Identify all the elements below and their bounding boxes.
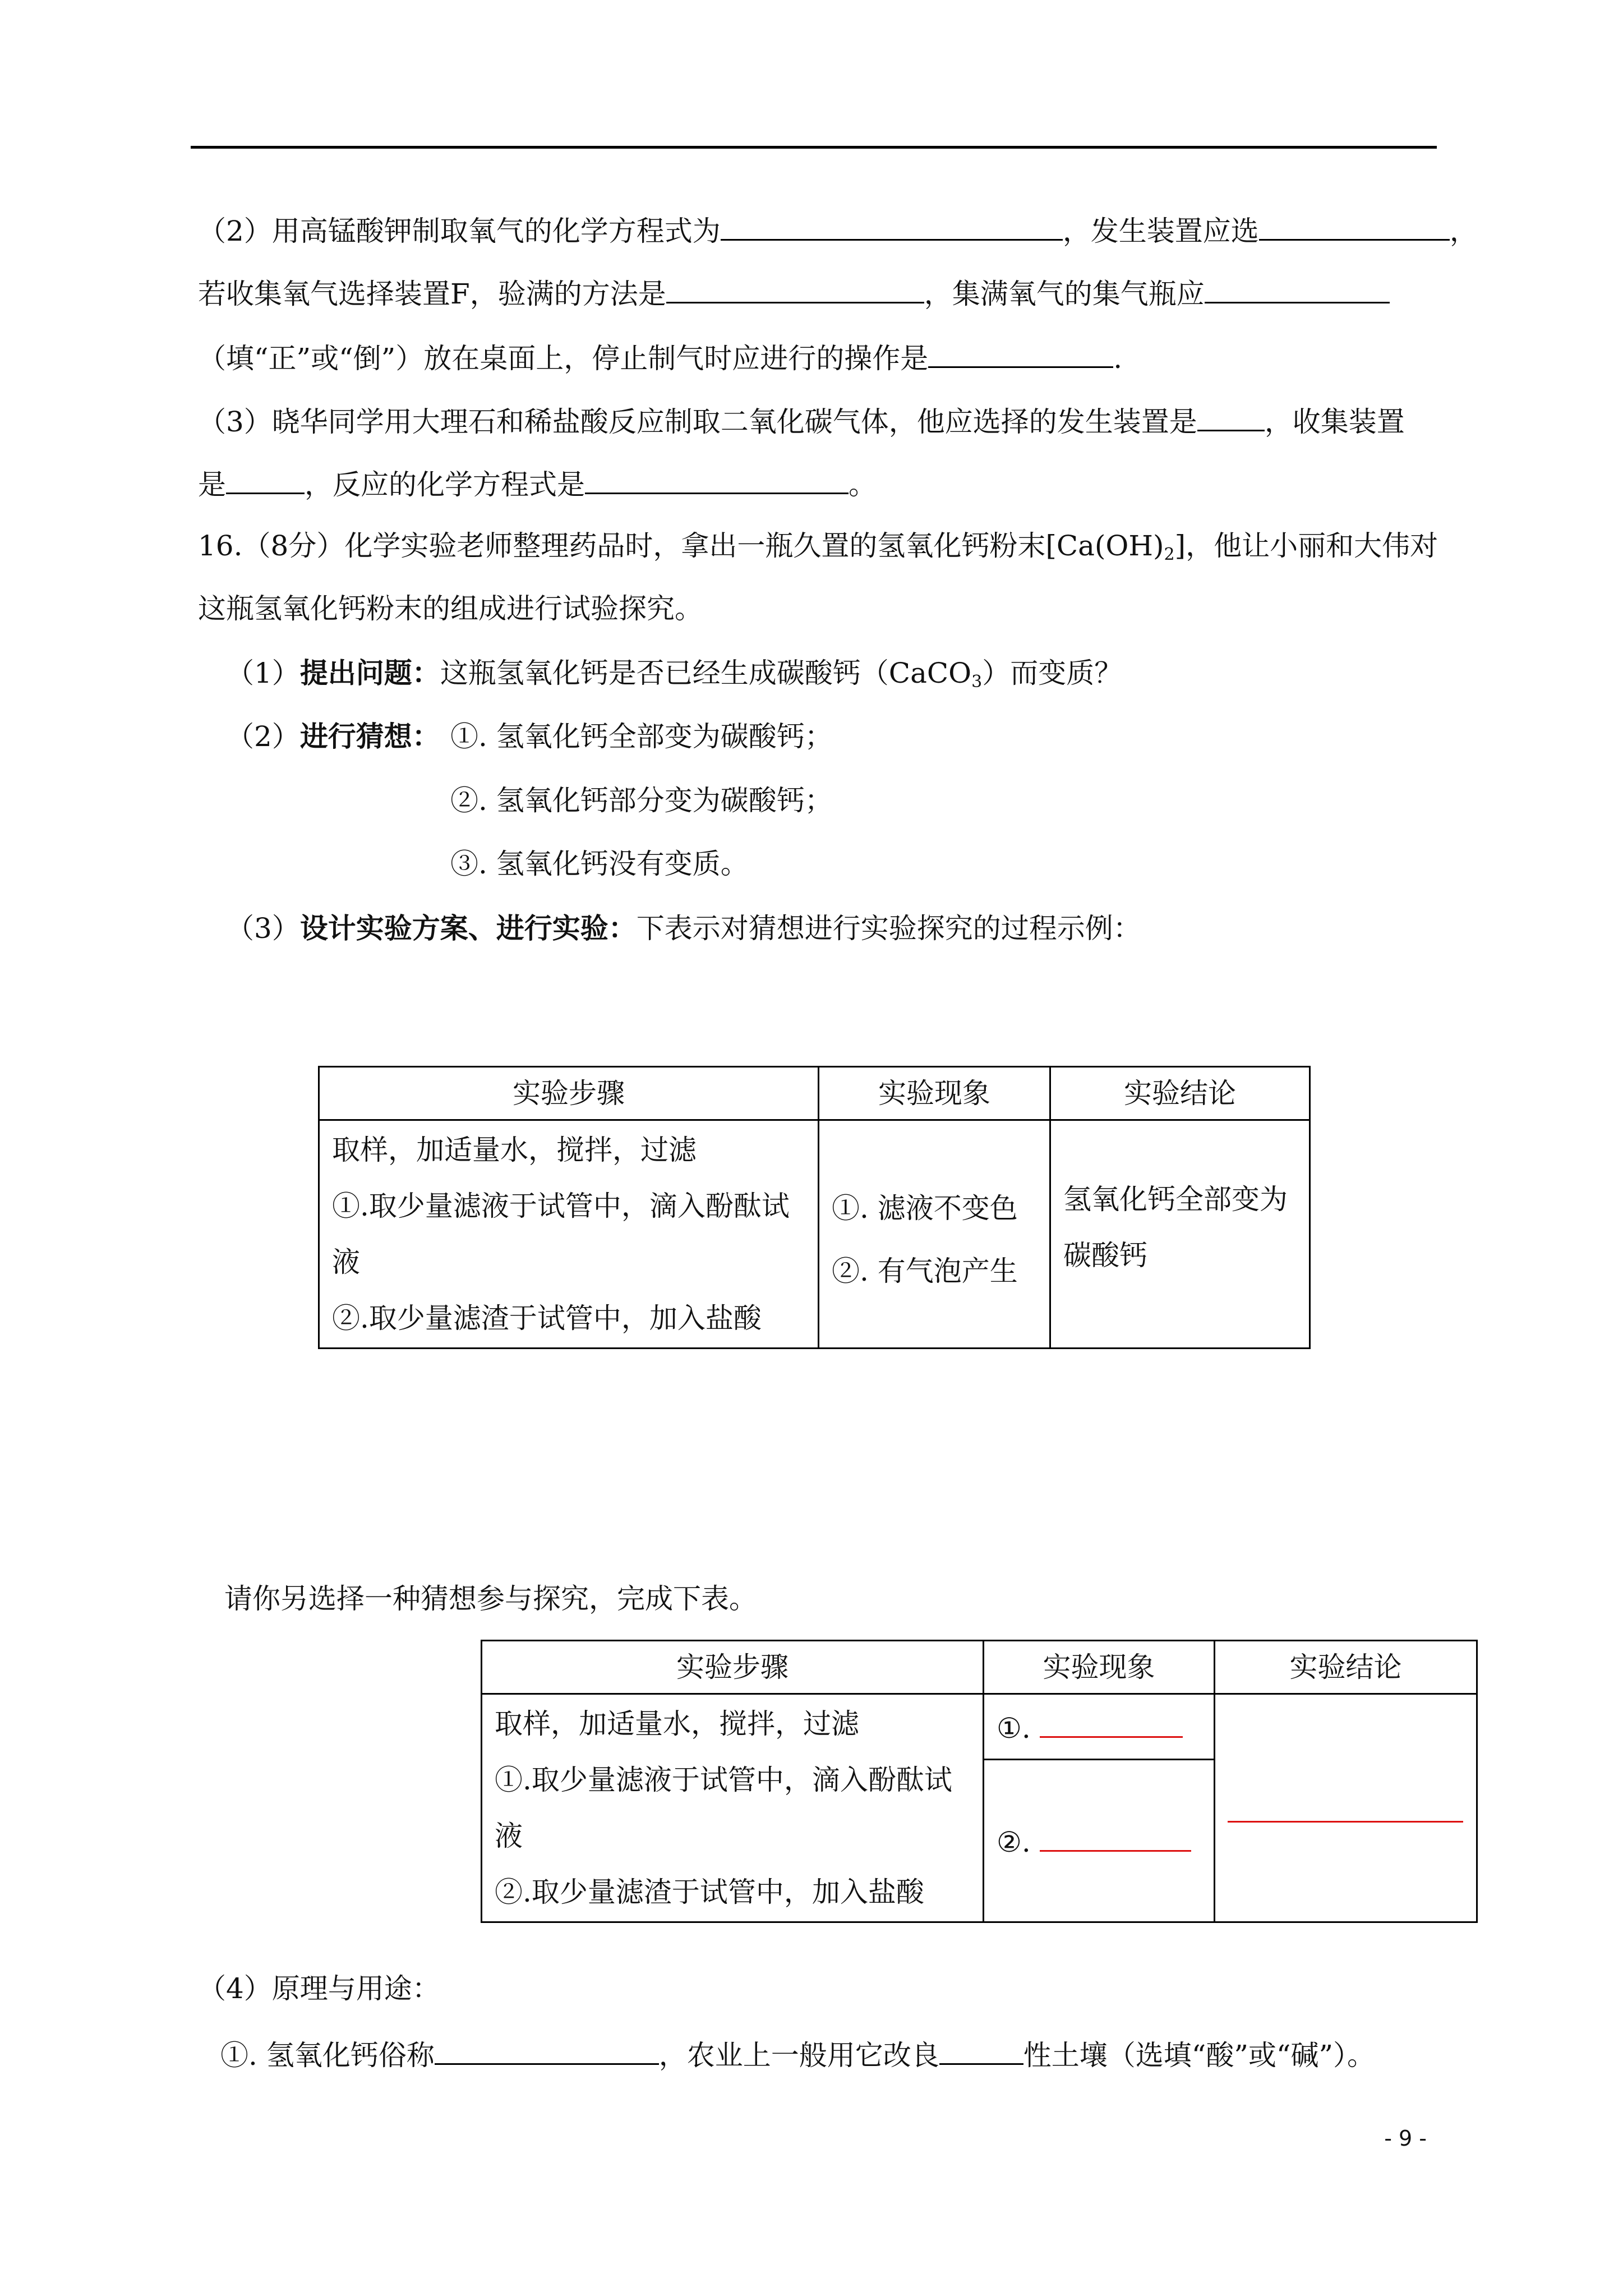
q16-intro-line1: [198, 529, 1438, 572]
conclusion-line: 碳酸钙: [1063, 1239, 1147, 1272]
answer-table: [481, 1640, 1478, 1923]
q16-s2: [226, 720, 440, 753]
step-line: ②.取少量滤渣于试管中，加入盐酸: [332, 1302, 762, 1335]
answer-blank[interactable]: [226, 466, 305, 494]
bold-label: 提出问题：: [299, 656, 440, 689]
step-line: 液: [332, 1246, 360, 1278]
answer-blank[interactable]: [928, 339, 1113, 368]
q15-p3-line1: [198, 403, 1405, 439]
text: （3）: [226, 912, 300, 945]
answer-blank[interactable]: [1040, 1709, 1183, 1738]
header-conclusion: 实验结论: [1050, 1067, 1310, 1120]
q15-p2-line2: [198, 275, 1390, 311]
q16-intro-line2: [198, 592, 703, 625]
steps-cell: [482, 1694, 984, 1922]
text: ，发生装置应选: [1062, 215, 1259, 247]
text: （2）用高锰酸钾制取氧气的化学方程式为: [198, 215, 721, 247]
step-line: 取样，加适量水，搅拌，过滤: [332, 1134, 697, 1166]
text: 这瓶氢氧化钙粉末的组成进行试验探究。: [198, 592, 703, 625]
table2-prompt: 请你另选择一种猜想参与探究，完成下表。: [224, 1582, 757, 1615]
answer-blank[interactable]: [1197, 403, 1265, 431]
conclusion-cell: [1215, 1694, 1477, 1922]
text: .: [1113, 342, 1123, 375]
phenomenon-cell-1: [984, 1694, 1215, 1760]
text: ，集满氧气的集气瓶应: [924, 278, 1205, 310]
q16-s4-1: [220, 2036, 1375, 2072]
header-conclusion: 实验结论: [1215, 1641, 1477, 1694]
step-line: 取样，加适量水，搅拌，过滤: [495, 1708, 859, 1740]
q15-p2-line1: [198, 212, 1478, 248]
subscript: 3: [971, 672, 983, 692]
text: ，农业上一般用它改良: [658, 2039, 939, 2072]
text: 是: [198, 468, 226, 501]
guess-2: ②. 氢氧化钙部分变为碳酸钙；: [450, 784, 833, 817]
step-line: ②.取少量滤渣于试管中，加入盐酸: [495, 1876, 924, 1908]
phenomena-cell: [819, 1120, 1050, 1349]
bold-label: 进行猜想：: [299, 720, 440, 753]
subscript: 2: [1164, 545, 1175, 564]
steps-cell: [319, 1120, 819, 1349]
text: （2）: [226, 720, 300, 753]
conclusion-line: 氢氧化钙全部变为: [1063, 1183, 1288, 1216]
text: ，: [1449, 215, 1478, 247]
answer-blank[interactable]: [721, 212, 1063, 241]
header-steps: 实验步骤: [319, 1067, 819, 1120]
text: ②.: [997, 1826, 1031, 1858]
text: 性土壤（选填“酸”或“碱”）。: [1023, 2039, 1376, 2072]
step-line: ①.取少量滤液于试管中，滴入酚酞试: [332, 1190, 790, 1222]
text: （3）晓华同学用大理石和稀盐酸反应制取二氧化碳气体，他应选择的发生装置是: [198, 406, 1197, 438]
text: ）而变质？: [982, 657, 1123, 689]
q16-s1: [226, 656, 1122, 699]
text: 下表示对猜想进行实验探究的过程示例：: [636, 912, 1141, 945]
answer-blank[interactable]: [1040, 1823, 1191, 1852]
q15-p3-line2: [198, 466, 877, 501]
answer-blank[interactable]: [939, 2036, 1023, 2065]
header-phenomena: 实验现象: [819, 1067, 1050, 1120]
q16-s4: （4）原理与用途：: [198, 1972, 440, 2005]
answer-blank[interactable]: [666, 275, 924, 303]
answer-blank[interactable]: [1228, 1794, 1463, 1823]
phenomenon-line: ①. 滤液不变色: [832, 1192, 1018, 1225]
step-line: ①.取少量滤液于试管中，滴入酚酞试: [495, 1764, 952, 1796]
bold-label: 设计实验方案、进行实验：: [299, 912, 637, 945]
phenomenon-cell-2: [984, 1760, 1215, 1922]
text: 这瓶氢氧化钙是否已经生成碳酸钙（CaCO: [440, 657, 972, 689]
text: （1）: [226, 657, 300, 689]
answer-blank[interactable]: [435, 2036, 659, 2065]
q15-p2-line3: [198, 339, 1122, 375]
answer-blank[interactable]: [585, 466, 849, 494]
header-rule: [191, 146, 1437, 149]
text: 。: [849, 468, 877, 501]
text: 若收集氧气选择装置F，验满的方法是: [198, 278, 666, 310]
example-table: [318, 1066, 1311, 1349]
header-phenomena: 实验现象: [984, 1641, 1215, 1694]
text: ，反应的化学方程式是: [305, 468, 585, 501]
conclusion-cell: [1050, 1120, 1310, 1349]
answer-blank[interactable]: [1259, 212, 1450, 241]
text: ①. 氢氧化钙俗称: [220, 2039, 435, 2072]
answer-blank[interactable]: [1205, 275, 1390, 303]
q16-s3: [226, 912, 1141, 945]
text: ①.: [997, 1711, 1031, 1745]
header-steps: 实验步骤: [482, 1641, 984, 1694]
guess-1: ①. 氢氧化钙全部变为碳酸钙；: [450, 720, 833, 753]
guess-3: ③. 氢氧化钙没有变质。: [450, 848, 749, 880]
text: 16.（8分）化学实验老师整理药品时，拿出一瓶久置的氢氧化钙粉末[Ca(OH): [198, 530, 1164, 562]
phenomenon-line: ②. 有气泡产生: [832, 1255, 1018, 1287]
page-number: - 9 -: [1384, 2126, 1427, 2151]
text: （填“正”或“倒”）放在桌面上，停止制气时应进行的操作是: [198, 342, 929, 375]
step-line: 液: [495, 1820, 523, 1852]
text: ]，他让小丽和大伟对: [1174, 530, 1438, 562]
text: ，收集装置: [1264, 406, 1405, 438]
